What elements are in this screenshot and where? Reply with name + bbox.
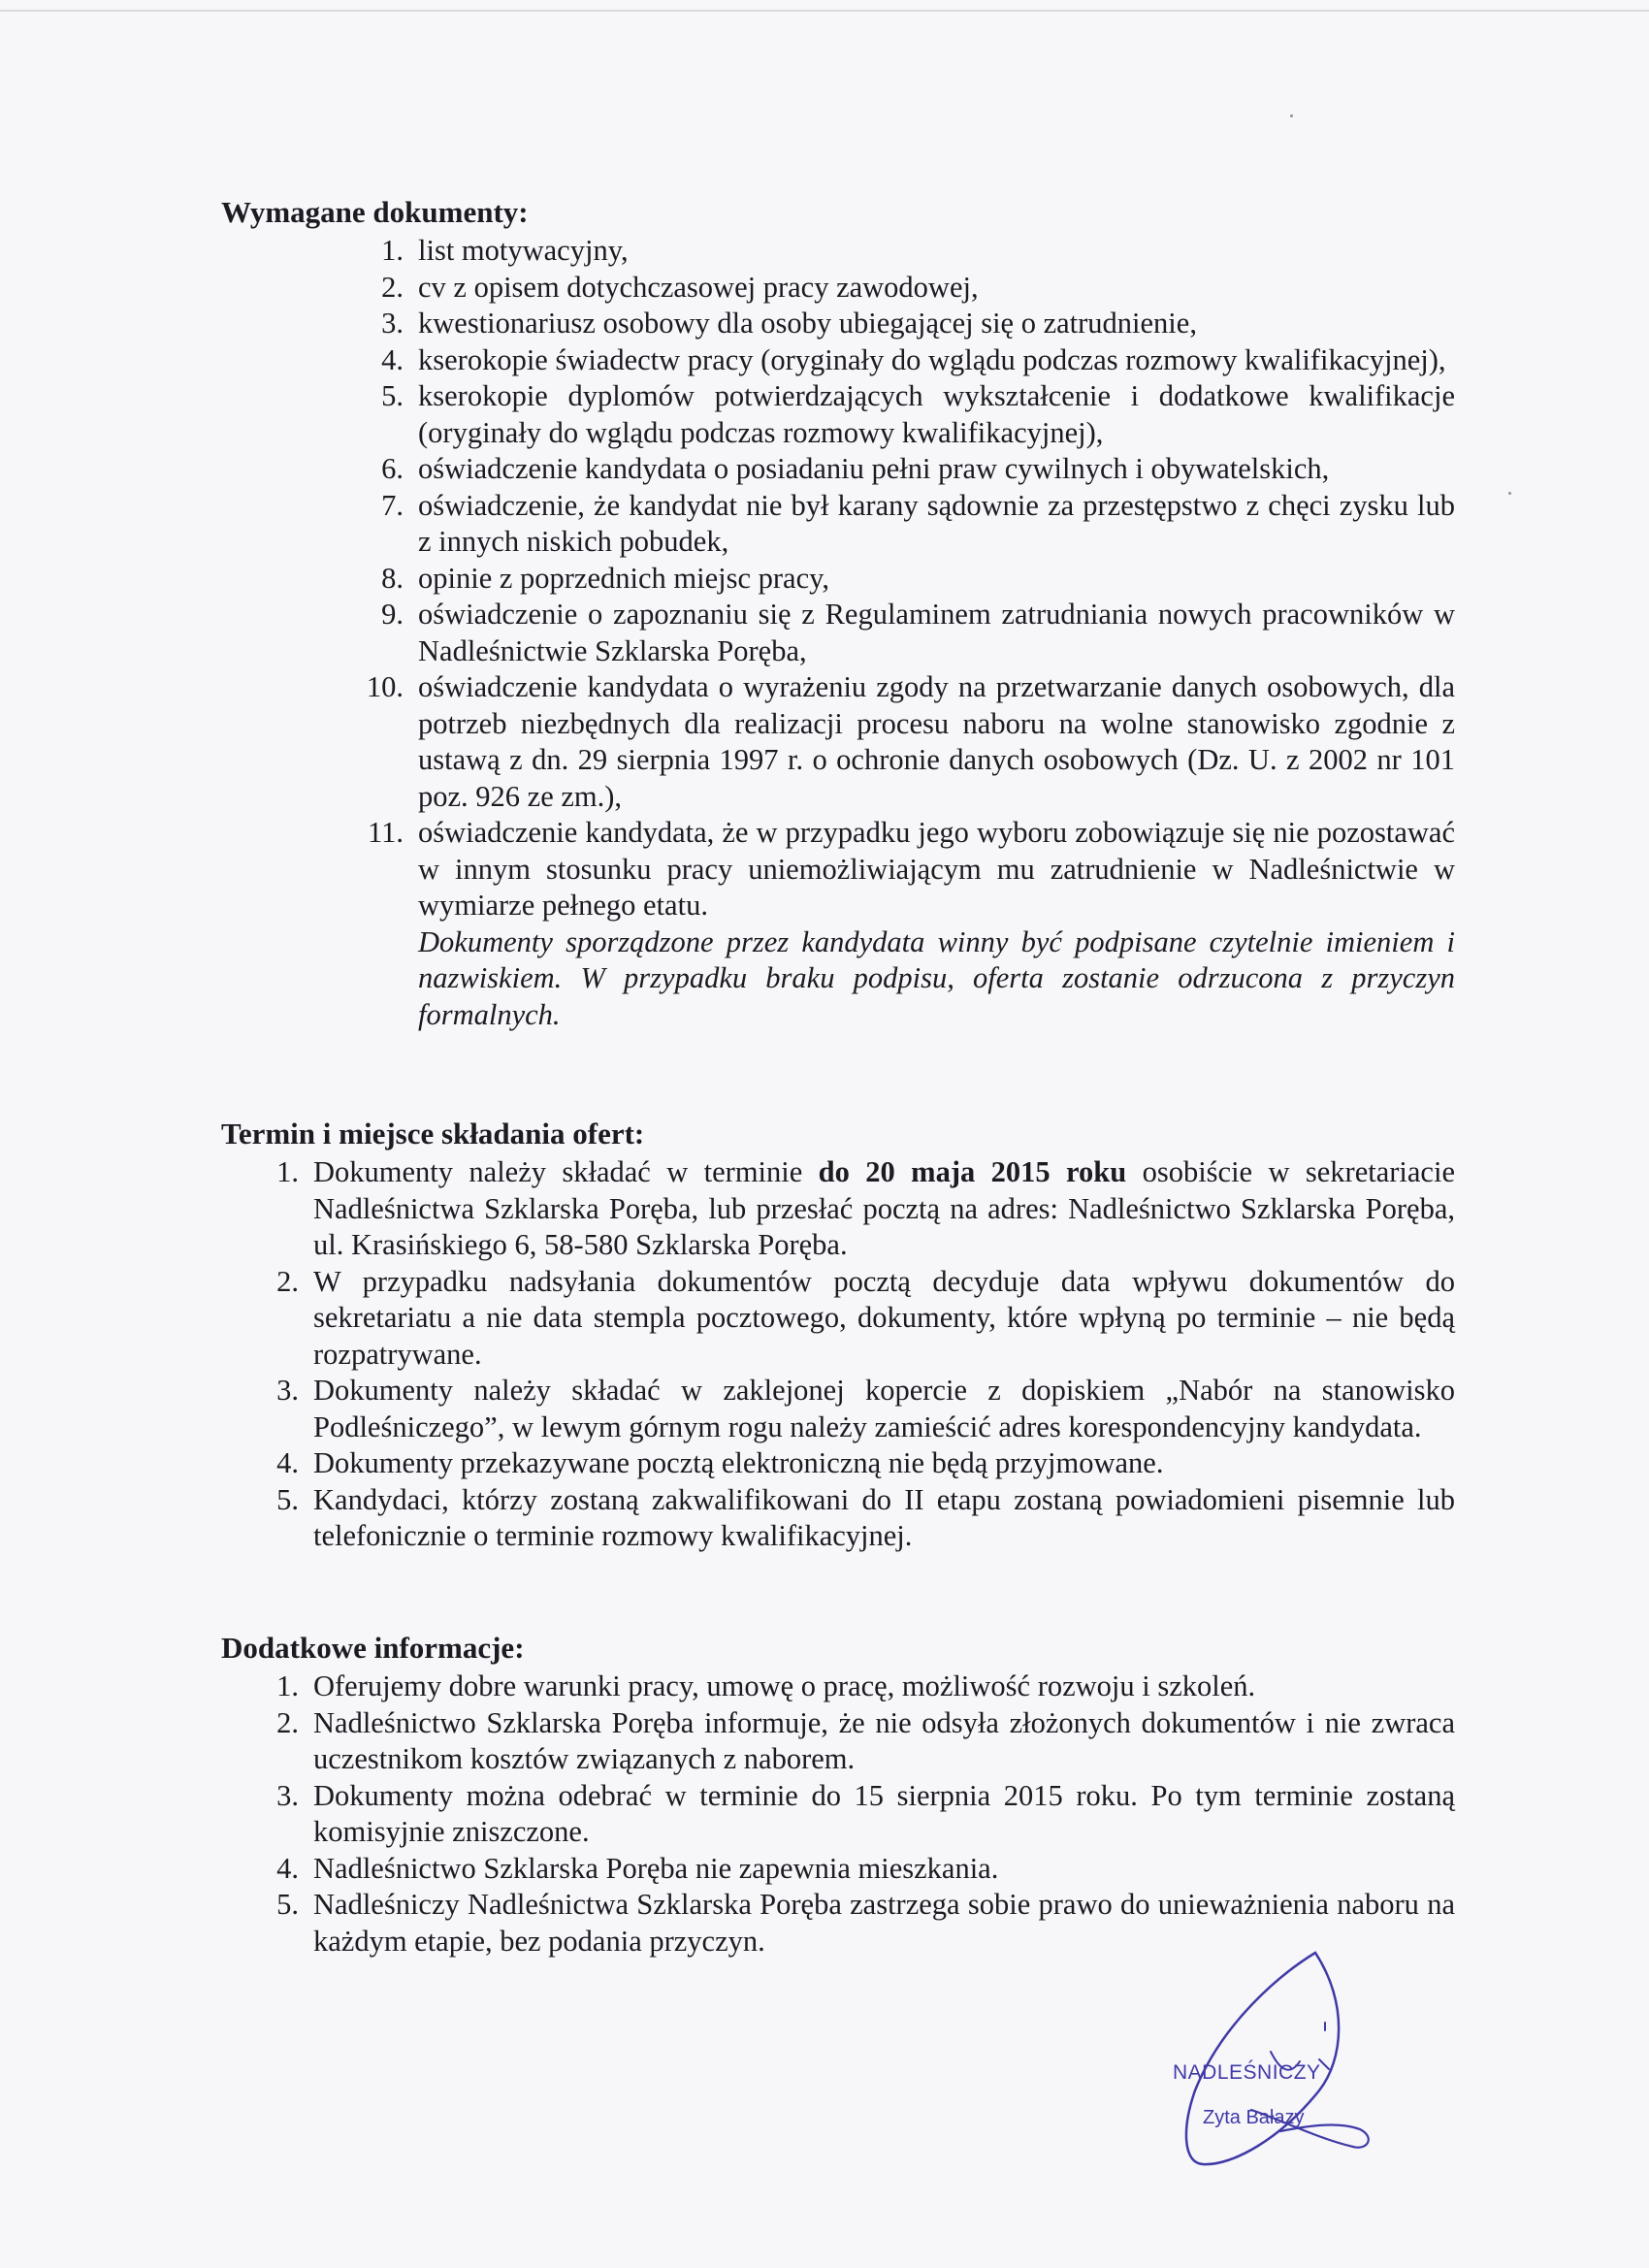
section-heading: Dodatkowe informacje: bbox=[221, 1631, 525, 1665]
item-number: 7. bbox=[381, 488, 404, 522]
item-text: kserokopie dyplomów potwierdzających wykształcenie i dodatkowe kwalifikacje (oryginały do wglądu podczas rozmowy kwalifikacyjnej), bbox=[418, 379, 1455, 449]
item-text: Nadleśnictwo Szklarska Poręba nie zapewnia mieszkania. bbox=[313, 1851, 999, 1885]
list-item bbox=[221, 1705, 1455, 1778]
item-number: 4. bbox=[381, 342, 404, 376]
scan-edge-line bbox=[0, 10, 1649, 12]
item-text: Dokumenty można odebrać w terminie do 15 sierpnia 2015 roku. Po tym terminie zostaną komisyjnie zniszczone. bbox=[313, 1778, 1455, 1848]
item-number: 10. bbox=[366, 670, 404, 703]
item-text: oświadczenie o zapoznaniu się z Regulaminem zatrudniania nowych pracowników w Nadleśnictwie Szklarska Poręba, bbox=[418, 598, 1455, 667]
signature-stamp bbox=[1135, 1945, 1387, 2178]
required-documents-section bbox=[221, 194, 1455, 1033]
list-item bbox=[221, 815, 1455, 924]
list-item bbox=[221, 233, 1455, 270]
formal-requirements-note: Dokumenty sporządzone przez kandydata winny być podpisane czytelnie imieniem i nazwiskiem. W przypadku braku podpisu, oferta zostanie odrzucona z przyczyn formalnych. bbox=[418, 924, 1455, 1031]
scan-speck bbox=[1508, 492, 1511, 495]
item-number: 4. bbox=[276, 1446, 299, 1479]
item-number: 1. bbox=[276, 1669, 299, 1702]
item-number: 4. bbox=[276, 1851, 299, 1885]
item-number: 1. bbox=[276, 1155, 299, 1188]
list-item bbox=[221, 669, 1455, 815]
list-item bbox=[221, 1778, 1455, 1851]
item-text: kwestionariusz osobowy dla osoby ubiegającej się o zatrudnienie, bbox=[418, 307, 1197, 340]
item-text-rest: osobiście w sekretariacie Nadleśnictwa Szklarska Poręba, lub przesłać pocztą na adres: Nadleśnictwo Szklarska Poręba, ul. Krasińskiego 6, 58-580 Szklarska Poręba. bbox=[313, 1155, 1455, 1261]
item-text: Oferujemy dobre warunki pracy, umowę o pracę, możliwość rozwoju i szkoleń. bbox=[313, 1669, 1256, 1702]
item-number: 2. bbox=[276, 1264, 299, 1298]
item-text: oświadczenie kandydata o wyrażeniu zgody na przetwarzanie danych osobowych, dla potrzeb niezbędnych dla realizacji procesu naboru na wolne stanowisko zgodnie z ustawą z dn. 29 sierpnia 1997 r. o ochronie danych osobowych (Dz. U. z 2002 nr 101 poz. 926 ze zm.), bbox=[418, 670, 1455, 813]
item-text: Nadleśniczy Nadleśnictwa Szklarska Poręba zastrzega sobie prawo do unieważnienia naboru na każdym etapie, bez podania przyczyn. bbox=[313, 1888, 1455, 1958]
signer-title: NADLEŚNICZY bbox=[1173, 2061, 1321, 2084]
item-number: 5. bbox=[276, 1888, 299, 1921]
item-text: oświadczenie, że kandydat nie był karany sądownie za przestępstwo z chęci zysku lub z innych niskich pobudek, bbox=[418, 488, 1455, 558]
item-text: Dokumenty należy składać w zaklejonej kopercie z dopiskiem „Nabór na stanowisko Podleśniczego”, w lewym górnym rogu należy zamieścić adres korespondencyjny kandydata. bbox=[313, 1374, 1455, 1443]
deadline-date: do 20 maja 2015 roku bbox=[818, 1155, 1127, 1188]
item-text: W przypadku nadsyłania dokumentów pocztą decyduje data wpływu dokumentów do sekretariatu a nie data stempla pocztowego, dokumenty, które wpłyną po terminie – nie będą rozpatrywane. bbox=[313, 1264, 1455, 1371]
section-heading: Termin i miejsce składania ofert: bbox=[221, 1117, 645, 1150]
item-number: 9. bbox=[381, 598, 404, 631]
list-item bbox=[221, 1669, 1455, 1705]
item-number: 8. bbox=[381, 561, 404, 595]
item-number: 2. bbox=[276, 1705, 299, 1739]
list-item bbox=[221, 378, 1455, 451]
item-text: list motywacyjny, bbox=[418, 234, 629, 267]
list-item bbox=[221, 1445, 1455, 1482]
item-text: Kandydaci, którzy zostaną zakwalifikowani do II etapu zostaną powiadomieni pisemnie lub telefonicznie o terminie rozmowy kwalifikacyjnej. bbox=[313, 1482, 1455, 1552]
list-item bbox=[221, 488, 1455, 561]
item-text: opinie z poprzednich miejsc pracy, bbox=[418, 561, 830, 595]
additional-info-list bbox=[221, 1669, 1455, 1960]
item-text: kserokopie świadectw pracy (oryginały do wglądu podczas rozmowy kwalifikacyjnej), bbox=[418, 342, 1446, 376]
list-item bbox=[221, 1264, 1455, 1374]
item-text-lead: Dokumenty należy składać w terminie bbox=[313, 1155, 819, 1188]
item-number: 3. bbox=[276, 1778, 299, 1812]
list-item bbox=[221, 342, 1455, 379]
item-number: 1. bbox=[381, 234, 404, 267]
item-text: Dokumenty przekazywane pocztą elektroniczną nie będą przyjmowane. bbox=[313, 1446, 1164, 1479]
item-number: 6. bbox=[381, 452, 404, 485]
item-text: oświadczenie kandydata o posiadaniu pełni praw cywilnych i obywatelskich, bbox=[418, 452, 1330, 485]
list-item bbox=[221, 1373, 1455, 1445]
item-number: 5. bbox=[276, 1482, 299, 1516]
section-heading: Wymagane dokumenty: bbox=[221, 195, 529, 229]
deadline-section bbox=[221, 1116, 1455, 1555]
list-item bbox=[221, 597, 1455, 669]
list-item bbox=[221, 451, 1455, 488]
list-item bbox=[221, 270, 1455, 307]
list-item bbox=[221, 1154, 1455, 1264]
scan-speck bbox=[1290, 114, 1293, 117]
item-text: Nadleśnictwo Szklarska Poręba informuje, że nie odsyła złożonych dokumentów i nie zwraca uczestnikom kosztów związanych z naborem. bbox=[313, 1705, 1455, 1775]
list-item bbox=[221, 1851, 1455, 1888]
item-number: 3. bbox=[276, 1374, 299, 1407]
list-item bbox=[221, 561, 1455, 598]
item-number: 3. bbox=[381, 307, 404, 340]
signer-name: Zyta Bałazy bbox=[1203, 2107, 1305, 2128]
deadline-list bbox=[221, 1154, 1455, 1555]
list-item bbox=[221, 306, 1455, 342]
item-number: 2. bbox=[381, 270, 404, 304]
item-number: 11. bbox=[368, 816, 404, 849]
required-documents-list bbox=[221, 233, 1455, 924]
additional-info-section bbox=[221, 1630, 1455, 1960]
item-text: cv z opisem dotychczasowej pracy zawodowej, bbox=[418, 270, 979, 304]
item-number: 5. bbox=[381, 379, 404, 412]
item-text: oświadczenie kandydata, że w przypadku jego wyboru zobowiązuje się nie pozostawać w innym stosunku pracy uniemożliwiającym mu zatrudnienie w Nadleśnictwie w wymiarze pełnego etatu. bbox=[418, 816, 1455, 922]
list-item bbox=[221, 1482, 1455, 1555]
